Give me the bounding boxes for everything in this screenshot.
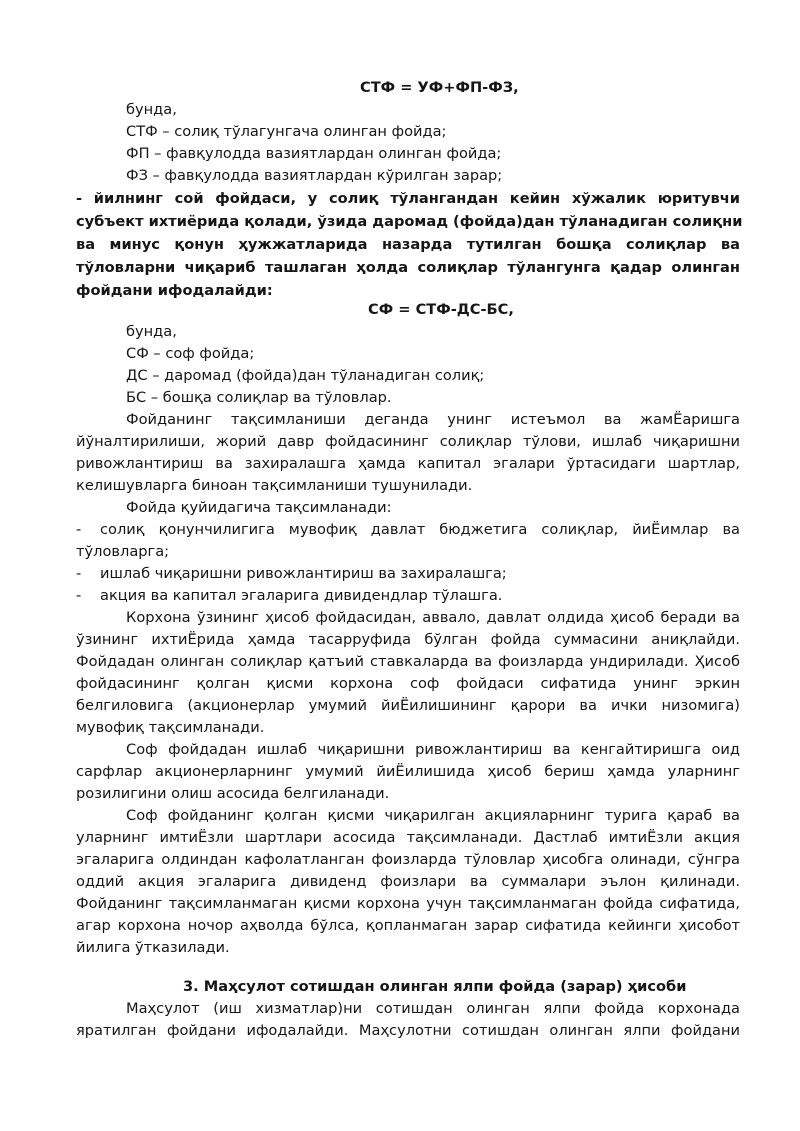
paragraph-line: эгаларига олдиндан кафолатланган фоизларда тўловлар ҳисобга олинади, сўнгра xyxy=(76,851,740,868)
bullet-item: ишлаб чиқаришни ривожлантириш ва захиралашга; xyxy=(100,565,507,582)
definition-line: ДС – даромад (фойда)дан тўланадиган солиқ; xyxy=(126,367,485,384)
paragraph-line: йилига ўтказилади. xyxy=(76,939,230,956)
paragraph-line: уларнинг имтиЁзли шартлари асосида тақсимланади. Дастлаб имтиЁзли акция xyxy=(76,829,740,846)
paragraph-line: Фойданинг тақсимланиши деганда унинг истеъмол ва жамЁаришга xyxy=(126,411,740,428)
formula-net-profit: СФ = СТФ-ДС-БС, xyxy=(368,301,514,318)
paragraph-line: сарфлар акционерларнинг умумий йиЁилишида ҳисоб бериш ҳамда уларнинг xyxy=(76,763,740,780)
paragraph-line: йўналтирилиши, жорий давр фойдасининг солиқлар тўлови, ишлаб чиқаришни xyxy=(76,433,740,450)
bullet-dash: - xyxy=(76,521,82,538)
bold-paragraph-line: ва минус қонун ҳужжатларида назарда тутилган бошқа солиқлар ва xyxy=(76,236,740,253)
bullet-dash: - xyxy=(76,587,82,604)
paragraph-line: розилигини олиш асосида белгиланади. xyxy=(76,785,390,802)
bold-paragraph-line: - йилнинг сой фойдаси, у солиқ тўлангандан кейин хўжалик юритувчи xyxy=(76,190,740,207)
paragraph-line: Соф фойдадан ишлаб чиқаришни ривожлантириш ва кенгайтиришга оид xyxy=(126,741,740,758)
paragraph-line: яратилган фойдани ифодалайди. Маҳсулотни сотишдан олинган ялпи фойдани xyxy=(76,1022,740,1039)
bold-paragraph-line: фойдани ифодалайди: xyxy=(76,282,273,299)
definition-line: ФП – фавқулодда вазиятлардан олинган фойда; xyxy=(126,145,502,162)
where-label: бунда, xyxy=(126,323,177,340)
bullet-item: акция ва капитал эгаларига дивидендлар тўлашга. xyxy=(100,587,503,604)
paragraph-line: Фойдадан олинган солиқлар қатъий ставкаларда ва фоизларда ундирилади. Ҳисоб xyxy=(76,653,740,670)
paragraph-line: Фойданинг тақсимланмаган қисми корхона учун тақсимланмаган фойда сифатида, xyxy=(76,895,740,912)
section-heading: 3. Маҳсулот сотишдан олинган ялпи фойда (зарар) ҳисоби xyxy=(183,978,687,995)
paragraph-line: Корхона ўзининг ҳисоб фойдасидан, аввало, давлат олдида ҳисоб беради ва xyxy=(126,609,740,626)
where-label: бунда, xyxy=(126,101,177,118)
formula-pre-tax-profit: СТФ = УФ+ФП-ФЗ, xyxy=(360,79,519,96)
paragraph-line: ўзининг ихтиЁрида ҳамда тасарруфида бўлган фойда суммасини аниқлайди. xyxy=(76,631,740,648)
bullet-item-continuation: тўловларга; xyxy=(76,543,170,560)
paragraph-line: келишувларга биноан тақсимланиши тушунилади. xyxy=(76,477,473,494)
paragraph-line: агар корхона ночор аҳволда бўлса, қопланмаган зарар сифатида кейинги ҳисобот xyxy=(76,917,740,934)
paragraph-line: фойдасининг қолган қисми корхона соф фойдаси сифатида унинг эркин xyxy=(76,675,740,692)
paragraph-line: Фойда қуйидагича тақсимланади: xyxy=(126,499,392,516)
paragraph-line: мувофиқ тақсимланади. xyxy=(76,719,265,736)
bullet-item: солиқ қонунчилигига мувофиқ давлат бюджетига солиқлар, йиЁимлар ва xyxy=(100,521,740,538)
definition-line: ФЗ – фавқулодда вазиятлардан кўрилган зарар; xyxy=(126,167,503,184)
paragraph-line: белгиловига (акционерлар умумий йиЁилишининг қарори ва ички низомига) xyxy=(76,697,740,714)
paragraph-line: ривожлантириш ва захиралашга ҳамда капитал эгалари ўртасидаги шартлар, xyxy=(76,455,740,472)
definition-line: СФ – соф фойда; xyxy=(126,345,255,362)
bold-paragraph-line: субъект ихтиёрида қолади, ўзида даромад (фойда)дан тўланадиган солиқни xyxy=(76,213,743,230)
paragraph-line: Соф фойданинг қолган қисми чиқарилган акцияларнинг турига қараб ва xyxy=(126,807,740,824)
definition-line: СТФ – солиқ тўлагунгача олинган фойда; xyxy=(126,123,447,140)
bullet-dash: - xyxy=(76,565,82,582)
bold-paragraph-line: тўловларни чиқариб ташлаган ҳолда солиқлар тўлангунга қадар олинган xyxy=(76,259,740,276)
paragraph-line: оддий акция эгаларига дивиденд фоизлари ва суммалари эълон қилинади. xyxy=(76,873,740,890)
paragraph-line: Маҳсулот (иш хизматлар)ни сотишдан олинган ялпи фойда корхонада xyxy=(126,1000,740,1017)
definition-line: БС – бошқа солиқлар ва тўловлар. xyxy=(126,389,392,406)
